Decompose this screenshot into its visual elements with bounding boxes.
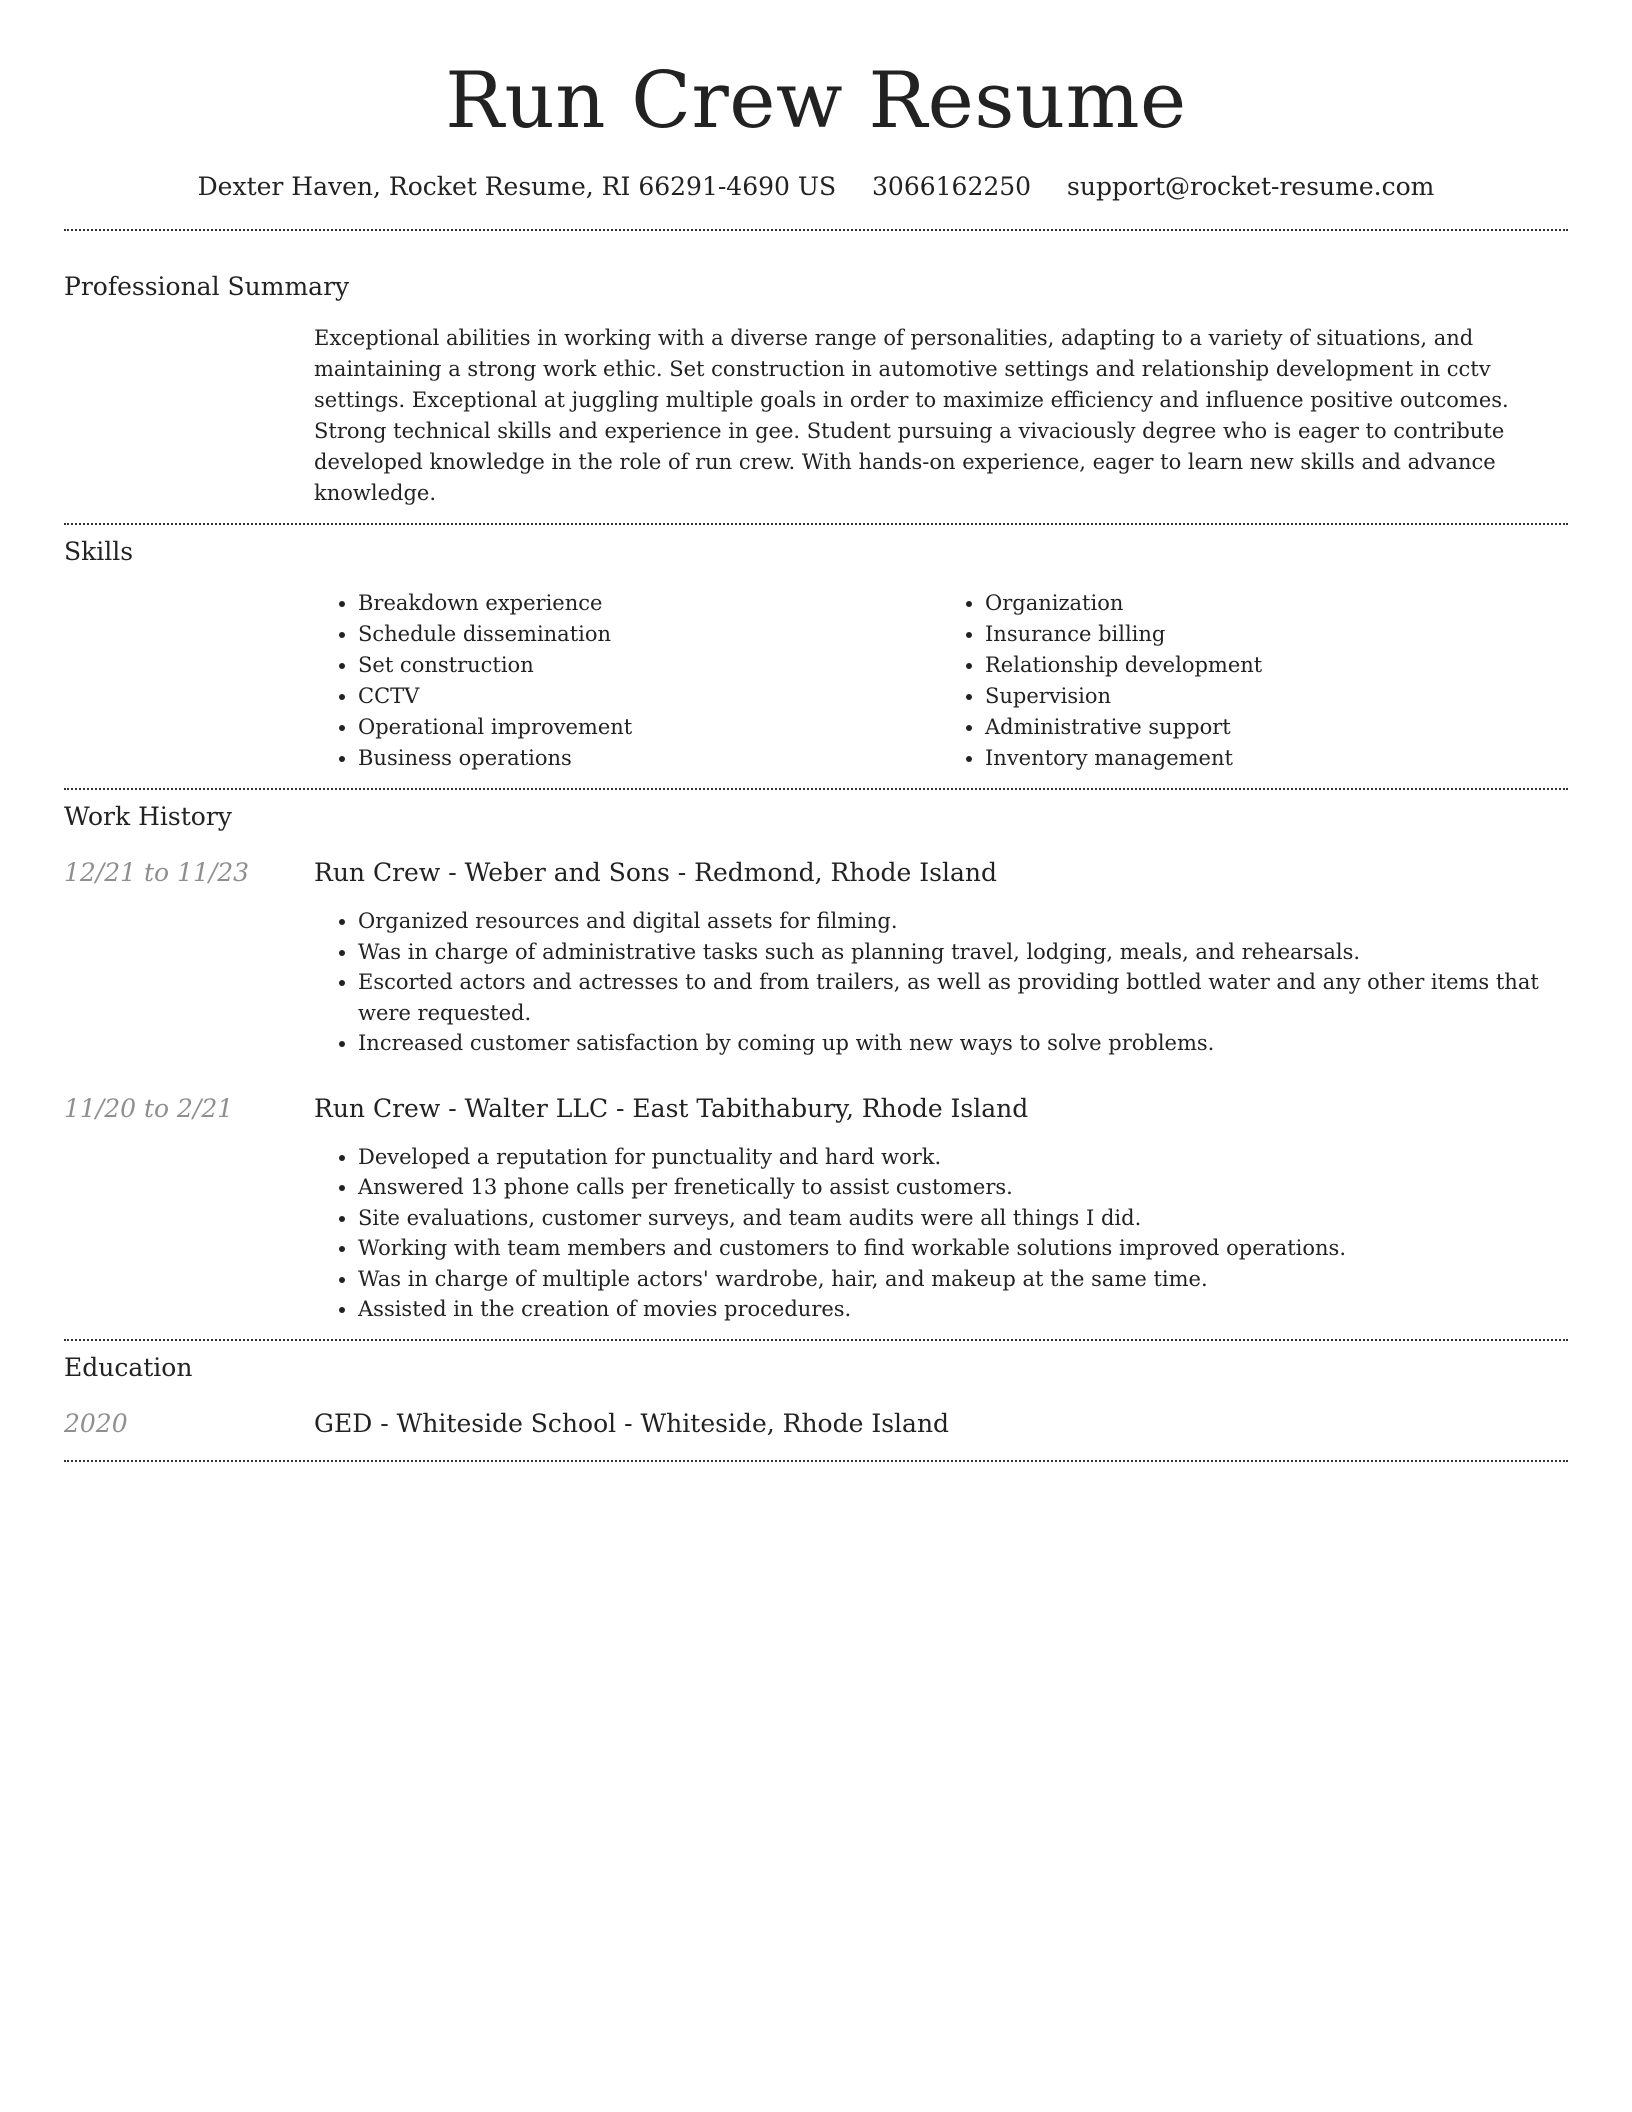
skill-item: • Business operations (358, 743, 941, 774)
skill-item: • CCTV (358, 681, 941, 712)
skill-item: • Set construction (358, 650, 941, 681)
skill-item: • Schedule dissemination (358, 619, 941, 650)
resume-title: Run Crew Resume (445, 56, 1187, 146)
job-bullet: • Was in charge of administrative tasks such as planning travel, lodging, meals, and rehearsals. (358, 937, 1568, 968)
skills-column-right (941, 588, 1568, 774)
divider (64, 523, 1568, 525)
job-bullet: • Organized resources and digital assets for filming. (358, 906, 1568, 937)
contact-email: support@rocket-resume.com (1067, 172, 1435, 201)
contact-line (64, 170, 1568, 204)
skill-item: • Breakdown experience (358, 588, 941, 619)
job-dates: 11/20 to 2/21 (64, 1093, 234, 1123)
contact-phone: 3066162250 (872, 172, 1032, 201)
summary-section (64, 271, 1568, 509)
summary-text: Exceptional abilities in working with a diverse range of personalities, adapting to a variety of situations, and maintaining a strong work ethic. Set construction in automotive settings and relationship development in cctv settings. Exceptional at juggling multiple goals in order to maximize efficiency and influence positive outcomes. Strong technical skills and experience in gee. Student pursuing a vivaciously degree who is eager to contribute developed knowledge in the role of run crew. With hands-on experience, eager to learn new skills and advance knowledge. (314, 326, 1509, 505)
divider (64, 1339, 1568, 1341)
job-bullet: • Answered 13 phone calls per frenetically to assist customers. (358, 1172, 1568, 1203)
skill-item: • Supervision (985, 681, 1568, 712)
job-bullet: • Escorted actors and actresses to and from trailers, as well as providing bottled water and any other items that were requested. (358, 967, 1568, 1028)
education-section (64, 1352, 1568, 1440)
skills-heading: Skills (64, 537, 134, 566)
divider (64, 788, 1568, 790)
job-title: Run Crew - Walter LLC - East Tabithabury, Rhode Island (314, 1093, 1029, 1123)
resume-page (64, 0, 1568, 1462)
job-title: Run Crew - Weber and Sons - Redmond, Rhode Island (314, 858, 997, 887)
job-bullet: • Site evaluations, customer surveys, and team audits were all things I did. (358, 1203, 1568, 1234)
skill-item: • Organization (985, 588, 1568, 619)
job-bullets (314, 906, 1568, 1059)
job-bullet: • Increased customer satisfaction by coming up with new ways to solve problems. (358, 1028, 1568, 1059)
job-bullet: • Working with team members and customers to find workable solutions improved operations. (358, 1233, 1568, 1264)
job-dates: 12/21 to 11/23 (64, 858, 250, 887)
job-bullet: • Developed a reputation for punctuality and hard work. (358, 1142, 1568, 1173)
contact-address: Dexter Haven, Rocket Resume, RI 66291-4690 US (197, 172, 837, 201)
education-entry (64, 1408, 1568, 1440)
skills-column-left (314, 588, 941, 774)
education-date: 2020 (64, 1408, 128, 1438)
skill-item: • Operational improvement (358, 712, 941, 743)
skill-item: • Inventory management (985, 743, 1568, 774)
job-entry (64, 857, 1568, 1059)
education-title: GED - Whiteside School - Whiteside, Rhode Island (314, 1408, 950, 1438)
job-bullets (314, 1142, 1568, 1325)
education-heading: Education (64, 1352, 193, 1382)
work-history-section (64, 801, 1568, 1325)
skill-item: • Insurance billing (985, 619, 1568, 650)
skill-item: • Relationship development (985, 650, 1568, 681)
work-history-heading: Work History (64, 802, 232, 831)
skill-item: • Administrative support (985, 712, 1568, 743)
skills-section (64, 536, 1568, 774)
divider (64, 1460, 1568, 1462)
skills-list (314, 588, 1568, 774)
job-entry (64, 1093, 1568, 1325)
summary-heading: Professional Summary (64, 272, 350, 301)
divider (64, 229, 1568, 231)
job-bullet: • Was in charge of multiple actors' wardrobe, hair, and makeup at the same time. (358, 1264, 1568, 1295)
job-bullet: • Assisted in the creation of movies procedures. (358, 1294, 1568, 1325)
